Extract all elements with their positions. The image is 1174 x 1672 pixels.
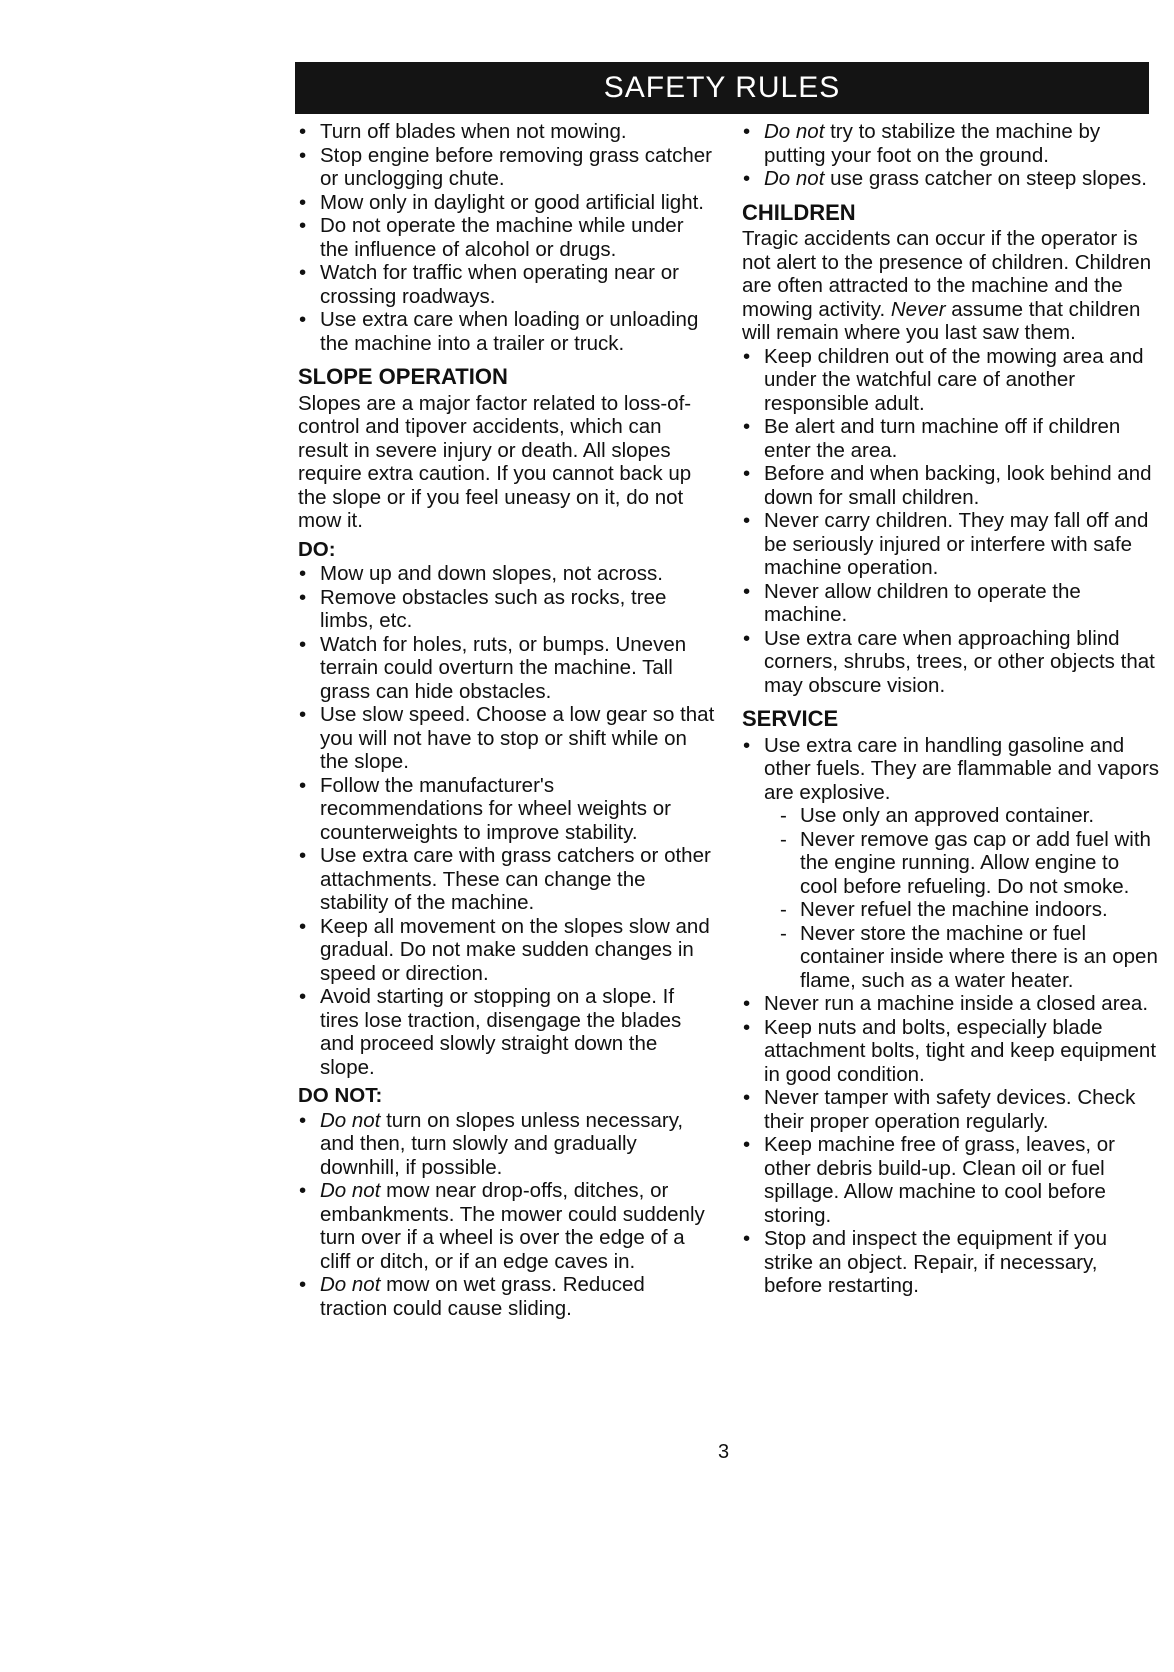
do-list: [298, 562, 716, 1079]
do-not-list: [298, 1109, 716, 1321]
list-item: • Never tamper with safety devices. Check their proper operation regularly.: [742, 1086, 1160, 1133]
do-not-heading: DO NOT:: [298, 1084, 383, 1107]
list-item: • Watch for holes, ruts, or bumps. Uneven terrain could overturn the machine. Tall grass can hide obstacles.: [298, 633, 716, 704]
children-heading: CHILDREN: [742, 199, 856, 225]
sub-list-item: - Use only an approved container.: [780, 804, 1160, 828]
banner-title: SAFETY RULES: [603, 71, 841, 104]
list-item-text: mow on wet grass. Reduced traction could cause sliding.: [320, 1273, 645, 1320]
list-item-text: try to stabilize the machine by putting your foot on the ground.: [764, 120, 1101, 167]
service-heading: SERVICE: [742, 706, 839, 731]
list-item: • Watch for traffic when operating near or crossing roadways.: [298, 261, 716, 308]
list-item: • Follow the manufacturer's recommendations for wheel weights or counterweights to improve stability.: [298, 774, 716, 845]
list-item: • Before and when backing, look behind and down for small children.: [742, 462, 1160, 509]
children-list: [742, 345, 1160, 698]
general-rules-list: [298, 120, 716, 355]
list-item: [298, 1179, 716, 1273]
list-item: [298, 1109, 716, 1180]
list-item: • Keep machine free of grass, leaves, or other debris build-up. Clean oil or fuel spillage. Allow machine to cool before storing.: [742, 1133, 1160, 1227]
list-item: • Turn off blades when not mowing.: [298, 120, 716, 144]
list-item: • Keep all movement on the slopes slow and gradual. Do not make sudden changes in speed or direction.: [298, 915, 716, 986]
children-intro-text: Tragic accidents can occur if the operator is not alert to the presence of children. Children are often attracted to the machine and the mowing activity.: [742, 227, 1152, 321]
list-item: • Use extra care when loading or unloading the machine into a trailer or truck.: [298, 308, 716, 355]
right-column: [742, 120, 1160, 1298]
emphasis: Do not: [320, 1108, 381, 1132]
list-item: • Keep nuts and bolts, especially blade attachment bolts, tight and keep equipment in good condition.: [742, 1016, 1160, 1087]
list-item: [742, 167, 1160, 191]
left-column: [298, 120, 716, 1320]
sub-list-item: - Never refuel the machine indoors.: [780, 898, 1160, 922]
emphasis: Do not: [320, 1179, 381, 1202]
emphasis: Do not: [764, 167, 825, 190]
list-item: • Never run a machine inside a closed area.: [742, 992, 1160, 1016]
list-item: • Never allow children to operate the machine.: [742, 580, 1160, 627]
emphasis: Never: [890, 297, 946, 321]
list-item: • Use extra care with grass catchers or other attachments. These can change the stability of the machine.: [298, 844, 716, 915]
slope-operation-intro: Slopes are a major factor related to loss-of-control and tipover accidents, which can result in severe injury or death. All slopes require extra caution. If you cannot back up the slope or if you feel uneasy on it, do not mow it.: [298, 391, 692, 532]
do-not-continued-list: [742, 120, 1160, 191]
sub-list-item: - Never remove gas cap or add fuel with the engine running. Allow engine to cool before refueling. Do not smoke.: [780, 828, 1160, 899]
list-item: • Be alert and turn machine off if children enter the area.: [742, 415, 1160, 462]
list-item: • Mow only in daylight or good artificial light.: [298, 191, 716, 215]
fuel-sub-list: [742, 804, 1160, 992]
list-item-text: turn on slopes unless necessary, and then, turn slowly and gradually downhill, if possible.: [320, 1108, 684, 1179]
list-item: • Mow up and down slopes, not across.: [298, 562, 716, 586]
service-list: [742, 734, 1160, 1298]
list-item: • Keep children out of the mowing area and under the watchful care of another responsible adult.: [742, 345, 1160, 416]
list-item: • Avoid starting or stopping on a slope. If tires lose traction, disengage the blades and proceed slowly straight down the slope.: [298, 985, 716, 1079]
list-item: • Use extra care when approaching blind corners, shrubs, trees, or other objects that may obscure vision.: [742, 627, 1160, 698]
list-item: • Stop engine before removing grass catcher or unclogging chute.: [298, 144, 716, 191]
do-heading: DO:: [298, 537, 336, 561]
list-item: • Stop and inspect the equipment if you strike an object. Repair, if necessary, before restarting.: [742, 1227, 1160, 1298]
list-item: • Remove obstacles such as rocks, tree limbs, etc.: [298, 586, 716, 633]
list-item-text: Use extra care in handling gasoline and other fuels. They are flammable and vapors are explosive.: [764, 733, 1160, 804]
list-item: • Do not operate the machine while under the influence of alcohol or drugs.: [298, 214, 716, 261]
list-item: [742, 734, 1160, 993]
list-item: • Never carry children. They may fall off and be seriously injured or interfere with safe machine operation.: [742, 509, 1160, 580]
children-intro: [742, 227, 1160, 345]
section-banner: [295, 62, 1149, 114]
slope-operation-heading: SLOPE OPERATION: [298, 364, 508, 389]
list-item-text: mow near drop-offs, ditches, or embankments. The mower could suddenly turn over if a wheel is over the edge of a cliff or ditch, or if an edge caves in.: [320, 1179, 705, 1273]
sub-list-item: - Never store the machine or fuel container inside where there is an open flame, such as a water heater.: [780, 922, 1160, 993]
children-intro-tail: assume that children will remain where you last saw them.: [742, 297, 1141, 344]
list-item-text: use grass catcher on steep slopes.: [824, 167, 1147, 190]
emphasis: Do not: [764, 120, 825, 143]
page-number: 3: [718, 1441, 730, 1463]
list-item: [298, 1273, 716, 1320]
emphasis: Do not: [320, 1273, 381, 1296]
list-item: • Use slow speed. Choose a low gear so that you will not have to stop or shift while on the slope.: [298, 703, 716, 774]
list-item: [742, 120, 1160, 167]
